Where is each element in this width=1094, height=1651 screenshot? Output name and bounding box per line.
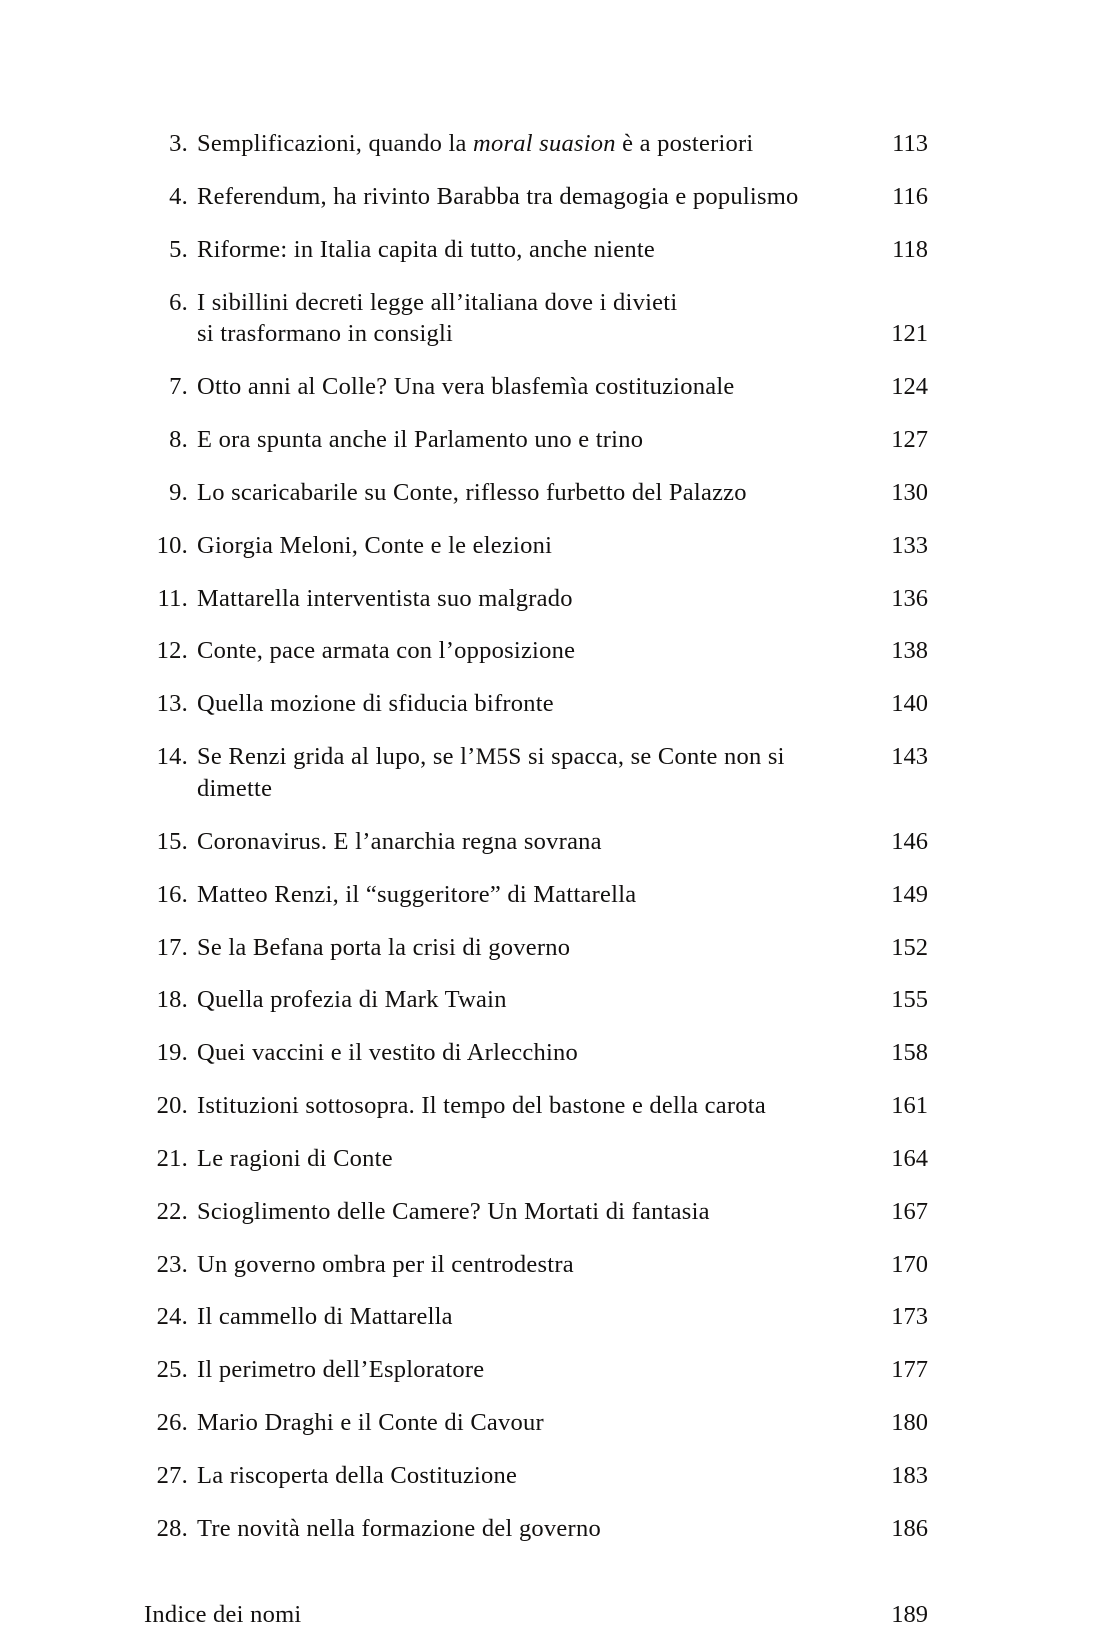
toc-entry-page-number: 170 xyxy=(891,1250,928,1278)
toc-entry-title xyxy=(188,741,844,805)
toc-entry-page-number: 173 xyxy=(891,1303,928,1331)
toc-entry[interactable] xyxy=(144,932,928,964)
toc-entry[interactable] xyxy=(144,287,928,351)
toc-entry-page-number: 121 xyxy=(891,320,928,348)
toc-entry[interactable] xyxy=(144,741,928,805)
toc-entry-title: Il perimetro dell’Esploratore xyxy=(197,1356,485,1384)
toc-entry-page-number: 180 xyxy=(891,1409,928,1437)
toc-entry-title: Riforme: in Italia capita di tutto, anche niente xyxy=(197,235,656,263)
toc-entry-number: 25. xyxy=(156,1356,188,1384)
toc-entry-page-number: 161 xyxy=(891,1092,928,1120)
toc-entry-page-number: 116 xyxy=(892,182,928,210)
toc-entry-number: 17. xyxy=(156,933,188,961)
toc-entry-text xyxy=(144,688,554,720)
toc-entry-title: Quei vaccini e il vestito di Arlecchino xyxy=(197,1039,579,1067)
toc-entry-number: 23. xyxy=(156,1250,188,1278)
toc-entry[interactable] xyxy=(144,1460,928,1492)
toc-entry-number: 13. xyxy=(156,690,188,718)
toc-entry-title: Mario Draghi e il Conte di Cavour xyxy=(197,1409,544,1437)
toc-entry-title: Coronavirus. E l’anarchia regna sovrana xyxy=(197,827,602,855)
toc-entry-page-number: 167 xyxy=(891,1197,928,1225)
toc-entry[interactable] xyxy=(144,530,928,562)
title-segment-plain-tail: si spacca, se Conte non si dimette xyxy=(197,743,785,802)
toc-entry-number: 3. xyxy=(169,130,188,157)
toc-entry[interactable] xyxy=(144,688,928,720)
title-segment-plain-tail: è a posteriori xyxy=(615,130,754,157)
toc-entry-title: Lo scaricabarile su Conte, riflesso furbetto del Palazzo xyxy=(197,478,747,506)
toc-entry-title: La riscoperta della Costituzione xyxy=(197,1461,518,1489)
toc-entry-page-number: 136 xyxy=(891,584,928,612)
toc-entry-text xyxy=(144,826,602,858)
toc-entry-number: 20. xyxy=(156,1092,188,1120)
toc-entry-page-number: 143 xyxy=(891,743,928,771)
toc-entry-page-number: 127 xyxy=(891,426,928,454)
toc-entry-text xyxy=(144,932,570,964)
toc-entry-text xyxy=(144,583,573,615)
toc-entry-number: 9. xyxy=(169,478,188,506)
toc-entry-title: Un governo ombra per il centrodestra xyxy=(197,1250,574,1278)
toc-entry[interactable] xyxy=(144,1090,928,1122)
toc-entry-page-number: 113 xyxy=(892,130,928,157)
toc-entry[interactable] xyxy=(144,1407,928,1439)
toc-entry-title: Referendum, ha rivinto Barabba tra demagogia e populismo xyxy=(197,182,799,210)
index-of-names-entry[interactable] xyxy=(144,1599,928,1631)
title-segment-plain: Semplificazioni, quando la xyxy=(197,130,474,157)
toc-entry[interactable] xyxy=(144,1037,928,1069)
toc-entry-page-number: 118 xyxy=(892,235,928,263)
toc-entry-title: Tre novità nella formazione del governo xyxy=(197,1514,601,1542)
toc-entry[interactable] xyxy=(144,477,928,509)
toc-entry-number: 27. xyxy=(156,1461,188,1489)
toc-entry-text xyxy=(144,1249,574,1281)
toc-entry-title: Conte, pace armata con l’opposizione xyxy=(197,637,576,665)
toc-entry-number: 6. xyxy=(169,288,188,316)
toc-entry-page-number: 158 xyxy=(891,1039,928,1067)
toc-entry-page-number: 149 xyxy=(891,880,928,908)
toc-entry-text xyxy=(144,234,655,266)
toc-entry-title: Mattarella interventista suo malgrado xyxy=(197,584,573,612)
toc-entry-text xyxy=(144,741,844,805)
toc-entry-number: 5. xyxy=(169,235,188,263)
toc-entry-text xyxy=(144,1196,710,1228)
toc-entry-text xyxy=(144,424,643,456)
toc-entry-text xyxy=(144,1460,517,1492)
toc-entry-number: 12. xyxy=(156,637,188,665)
toc-entry-page-number: 130 xyxy=(891,478,928,506)
toc-entry-number: 28. xyxy=(156,1514,188,1542)
title-segment-smallcaps: M5S xyxy=(475,744,522,771)
toc-entry-page-number: 155 xyxy=(891,986,928,1014)
table-of-contents-list xyxy=(144,128,928,1651)
toc-entry[interactable] xyxy=(144,635,928,667)
toc-entry-text xyxy=(144,635,575,667)
toc-entry-text xyxy=(144,128,753,160)
index-of-names-label: Indice dei nomi xyxy=(144,1600,302,1628)
title-line-2: si trasformano in consigli xyxy=(197,320,454,348)
toc-entry-number: 26. xyxy=(156,1409,188,1437)
toc-entry-title: Il cammello di Mattarella xyxy=(197,1303,453,1331)
toc-entry-text xyxy=(144,1301,453,1333)
toc-entry[interactable] xyxy=(144,424,928,456)
toc-entry-text xyxy=(144,1143,393,1175)
toc-entry-text xyxy=(144,371,735,403)
toc-entry-page-number: 164 xyxy=(891,1144,928,1172)
toc-entry-title xyxy=(188,287,677,351)
toc-entry-title: Otto anni al Colle? Una vera blasfemìa costituzionale xyxy=(197,373,735,401)
toc-entry-title: E ora spunta anche il Parlamento uno e trino xyxy=(197,426,644,454)
toc-entry-text xyxy=(144,879,636,911)
toc-entry-title: Giorgia Meloni, Conte e le elezioni xyxy=(197,531,553,559)
toc-entry-number: 22. xyxy=(156,1197,188,1225)
toc-entry[interactable] xyxy=(144,371,928,403)
toc-entry-title: Scioglimento delle Camere? Un Mortati di fantasia xyxy=(197,1197,710,1225)
toc-entry-page-number: 177 xyxy=(891,1356,928,1384)
toc-entry[interactable] xyxy=(144,984,928,1016)
toc-entry-text xyxy=(144,1090,766,1122)
toc-entry-text xyxy=(144,530,552,562)
title-line-1: I sibillini decreti legge all’italiana dove i divieti xyxy=(197,288,678,316)
toc-entry-title: Se la Befana porta la crisi di governo xyxy=(197,933,571,961)
toc-entry[interactable] xyxy=(144,181,928,213)
toc-entry-number: 14. xyxy=(156,743,188,771)
toc-entry-title: Quella profezia di Mark Twain xyxy=(197,986,507,1014)
toc-entry-page-number: 152 xyxy=(891,933,928,961)
toc-entry-page-number: 183 xyxy=(891,1461,928,1489)
toc-entry-number: 24. xyxy=(156,1303,188,1331)
toc-entry-number: 18. xyxy=(156,986,188,1014)
title-segment-plain: Se Renzi grida al lupo, se l’ xyxy=(197,743,476,771)
toc-entry-number: 4. xyxy=(169,182,188,210)
toc-entry[interactable] xyxy=(144,1354,928,1386)
toc-entry[interactable] xyxy=(144,583,928,615)
toc-entry-number: 10. xyxy=(156,531,188,559)
toc-entry-text xyxy=(144,477,747,509)
toc-entry-title: Istituzioni sottosopra. Il tempo del bastone e della carota xyxy=(197,1092,766,1120)
toc-entry-text xyxy=(144,1407,544,1439)
title-segment-italic: moral suasion xyxy=(473,130,616,157)
toc-entry-text xyxy=(144,1513,601,1545)
toc-entry-text xyxy=(144,1354,484,1386)
toc-entry-text xyxy=(144,1037,578,1069)
toc-entry-number: 16. xyxy=(156,880,188,908)
toc-entry-title: Le ragioni di Conte xyxy=(197,1144,393,1172)
toc-entry-text xyxy=(144,287,677,351)
toc-entry-page-number: 124 xyxy=(891,373,928,401)
index-of-names-page-number: 189 xyxy=(891,1600,928,1628)
toc-entry-page-number: 186 xyxy=(891,1514,928,1542)
toc-entry-text xyxy=(144,984,507,1016)
toc-entry-number: 21. xyxy=(156,1144,188,1172)
toc-entry[interactable] xyxy=(144,1513,928,1545)
index-of-names-text xyxy=(144,1599,301,1631)
toc-entry[interactable] xyxy=(144,826,928,858)
toc-entry[interactable] xyxy=(144,234,928,266)
toc-entry-title: Matteo Renzi, il “suggeritore” di Mattarella xyxy=(197,880,637,908)
toc-entry[interactable] xyxy=(144,1249,928,1281)
toc-entry-number: 11. xyxy=(157,584,188,612)
toc-entry-page-number: 146 xyxy=(891,827,928,855)
toc-entry-number: 8. xyxy=(169,426,188,454)
toc-entry-page-number: 140 xyxy=(891,690,928,718)
toc-entry-page-number: 138 xyxy=(891,637,928,665)
toc-entry[interactable] xyxy=(144,1143,928,1175)
toc-entry[interactable] xyxy=(144,879,928,911)
toc-entry-text xyxy=(144,181,799,213)
toc-entry-number: 7. xyxy=(169,373,188,401)
toc-entry[interactable] xyxy=(144,128,928,160)
toc-entry-number: 15. xyxy=(156,827,188,855)
toc-entry-title xyxy=(188,128,753,160)
toc-entry-number: 19. xyxy=(156,1039,188,1067)
toc-entry-page-number: 133 xyxy=(891,531,928,559)
toc-entry[interactable] xyxy=(144,1301,928,1333)
toc-entry-title: Quella mozione di sfiducia bifronte xyxy=(197,690,554,718)
toc-entry[interactable] xyxy=(144,1196,928,1228)
